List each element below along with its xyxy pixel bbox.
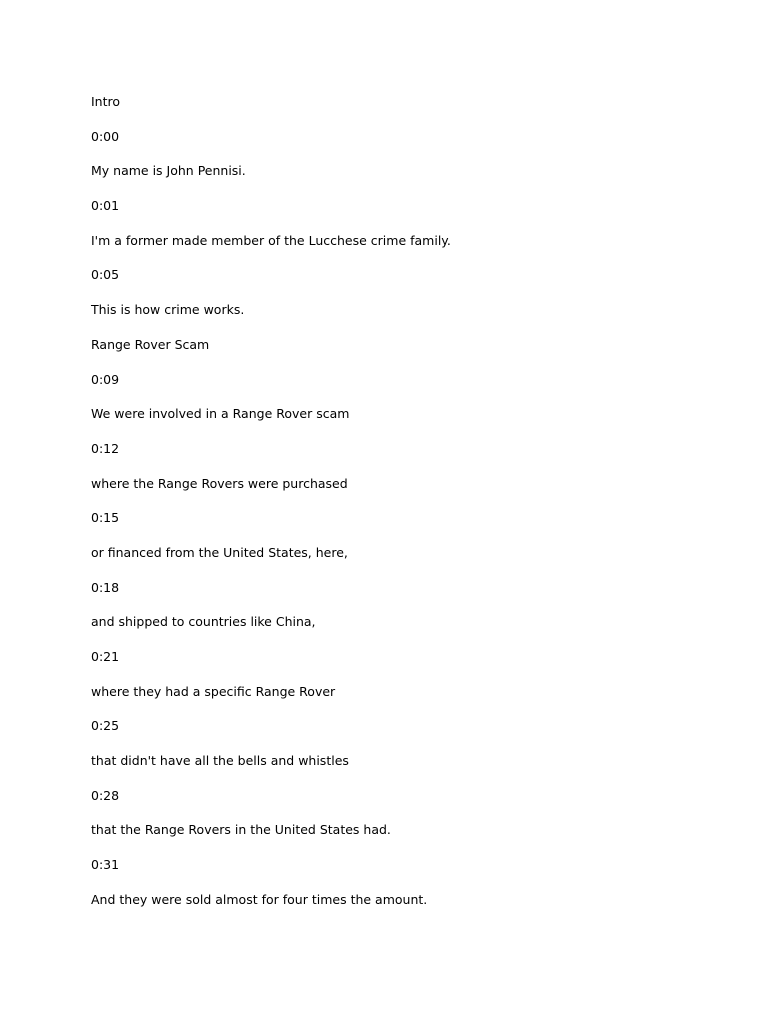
timestamp: 0:01 — [91, 198, 120, 214]
timestamp: 0:21 — [91, 649, 120, 664]
caption-line: and shipped to countries like China, — [91, 614, 316, 630]
caption-line: where the Range Rovers were purchased — [91, 475, 348, 491]
timestamp: 0:12 — [91, 440, 120, 456]
transcript-page — [91, 93, 691, 926]
caption-line: I'm a former made member of the Lucchese crime family. — [91, 232, 451, 248]
timestamp: 0:25 — [91, 718, 120, 734]
caption-line: or financed from the United States, here, — [91, 544, 348, 560]
caption-line: My name is John Pennisi. — [91, 163, 246, 179]
timestamp: 0:15 — [91, 510, 120, 526]
section-heading-range-rover-scam: Range Rover Scam — [91, 336, 210, 352]
caption-line: We were involved in a Range Rover scam — [91, 406, 350, 422]
timestamp: 0:05 — [91, 267, 120, 283]
timestamp: 0:28 — [91, 787, 120, 803]
caption-line: that the Range Rovers in the United States had. — [91, 822, 391, 838]
section-heading-intro: Intro — [91, 94, 121, 109]
caption-line: And they were sold almost for four times the amount. — [91, 891, 428, 907]
timestamp: 0:00 — [91, 128, 120, 144]
timestamp: 0:18 — [91, 579, 120, 595]
timestamp: 0:31 — [91, 857, 120, 873]
caption-line: This is how crime works. — [91, 302, 245, 318]
caption-line: that didn't have all the bells and whistles — [91, 753, 349, 769]
caption-line: where they had a specific Range Rover — [91, 683, 336, 699]
timestamp: 0:09 — [91, 371, 120, 387]
